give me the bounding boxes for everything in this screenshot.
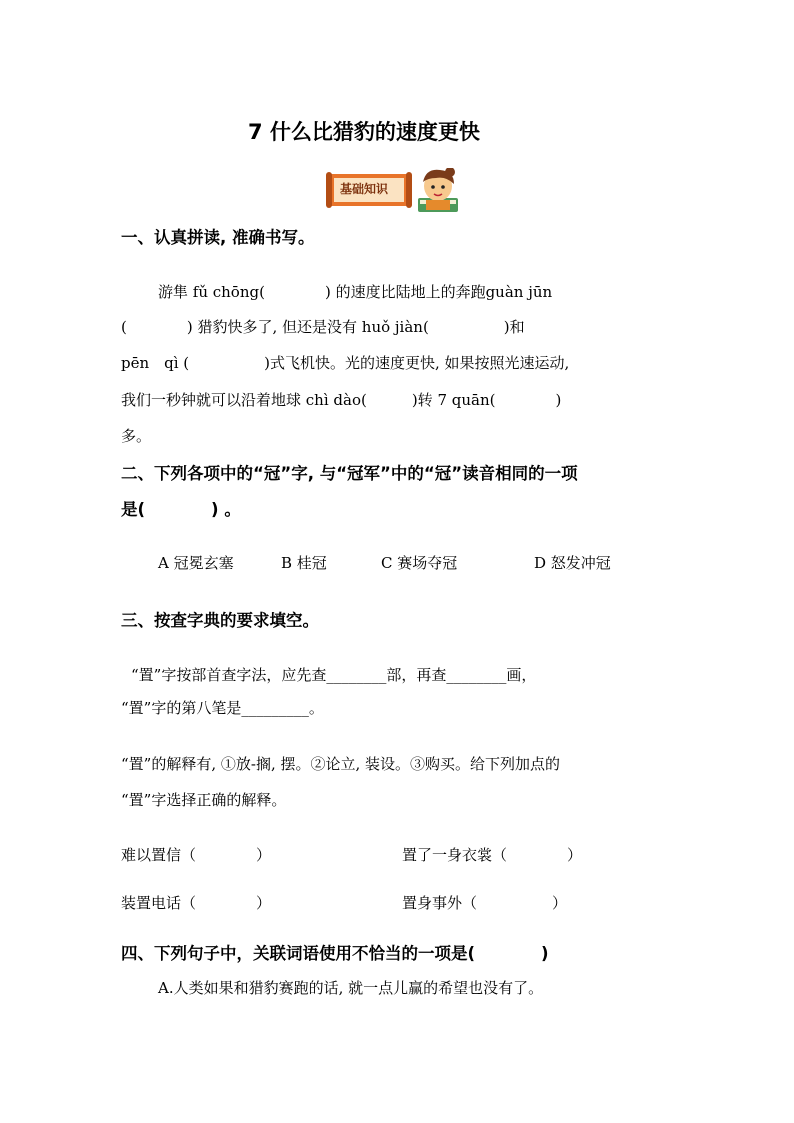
section1-line-5: 多。 [121, 427, 152, 445]
section3-heading: 三、按查字典的要求填空。 [121, 611, 319, 630]
section4-option-a: A.人类如果和猎豹赛跑的话, 就一点儿赢的希望也没有了。 [158, 979, 544, 997]
section4-heading: 四、下列句子中，关联词语使用不恰当的一项是( ) [121, 944, 549, 963]
section3-item-3: 装置电话（ ） [121, 894, 272, 912]
section3-item-2: 置了一身衣裳（ ） [402, 846, 583, 864]
section1-heading: 一、认真拼读, 准确书写。 [121, 228, 315, 247]
section3-line-4: “置”字选择正确的解释。 [121, 791, 287, 809]
section1-line-1: 游隼 fǔ chōng( ) 的速度比陆地上的奔跑guàn jūn [158, 283, 553, 301]
section3-line-1: “置”字按部首查字法，应先查________部，再查________画， [131, 666, 537, 684]
section2-option-d: D 怒发冲冠 [534, 554, 611, 572]
badge-label: 基础知识 [340, 182, 389, 196]
cartoon-boy-icon [418, 168, 458, 212]
section3-line-3: “置”的解释有, ①放-搁, 摆。②论立, 装设。③购买。给下列加点的 [121, 755, 561, 773]
section2-option-b: B 桂冠 [281, 554, 327, 572]
section2-heading-line2: 是( ) 。 [121, 500, 241, 519]
badge [326, 168, 476, 216]
section2-heading-line1: 二、下列各项中的“冠”字, 与“冠军”中的“冠”读音相同的一项 [121, 464, 578, 483]
section1-line-4: 我们一秒钟就可以沿着地球 chì dào( )转 7 quān( ) [121, 391, 562, 409]
section1-line-2: ( ) 猎豹快多了, 但还是没有 huǒ jiàn( )和 [121, 318, 525, 336]
section3-item-1: 难以置信（ ） [121, 846, 272, 864]
section1-line-3: pēn qì ( )式飞机快。光的速度更快, 如果按照光速运动, [121, 354, 570, 372]
section3-item-4: 置身事外（ ） [402, 894, 568, 912]
section2-option-a: A 冠冕玄塞 [158, 554, 234, 572]
section3-line-2: “置”字的第八笔是_________。 [121, 699, 324, 717]
page-title: 7 什么比猎豹的速度更快 [248, 120, 480, 144]
section2-option-c: C 赛场夺冠 [381, 554, 458, 572]
